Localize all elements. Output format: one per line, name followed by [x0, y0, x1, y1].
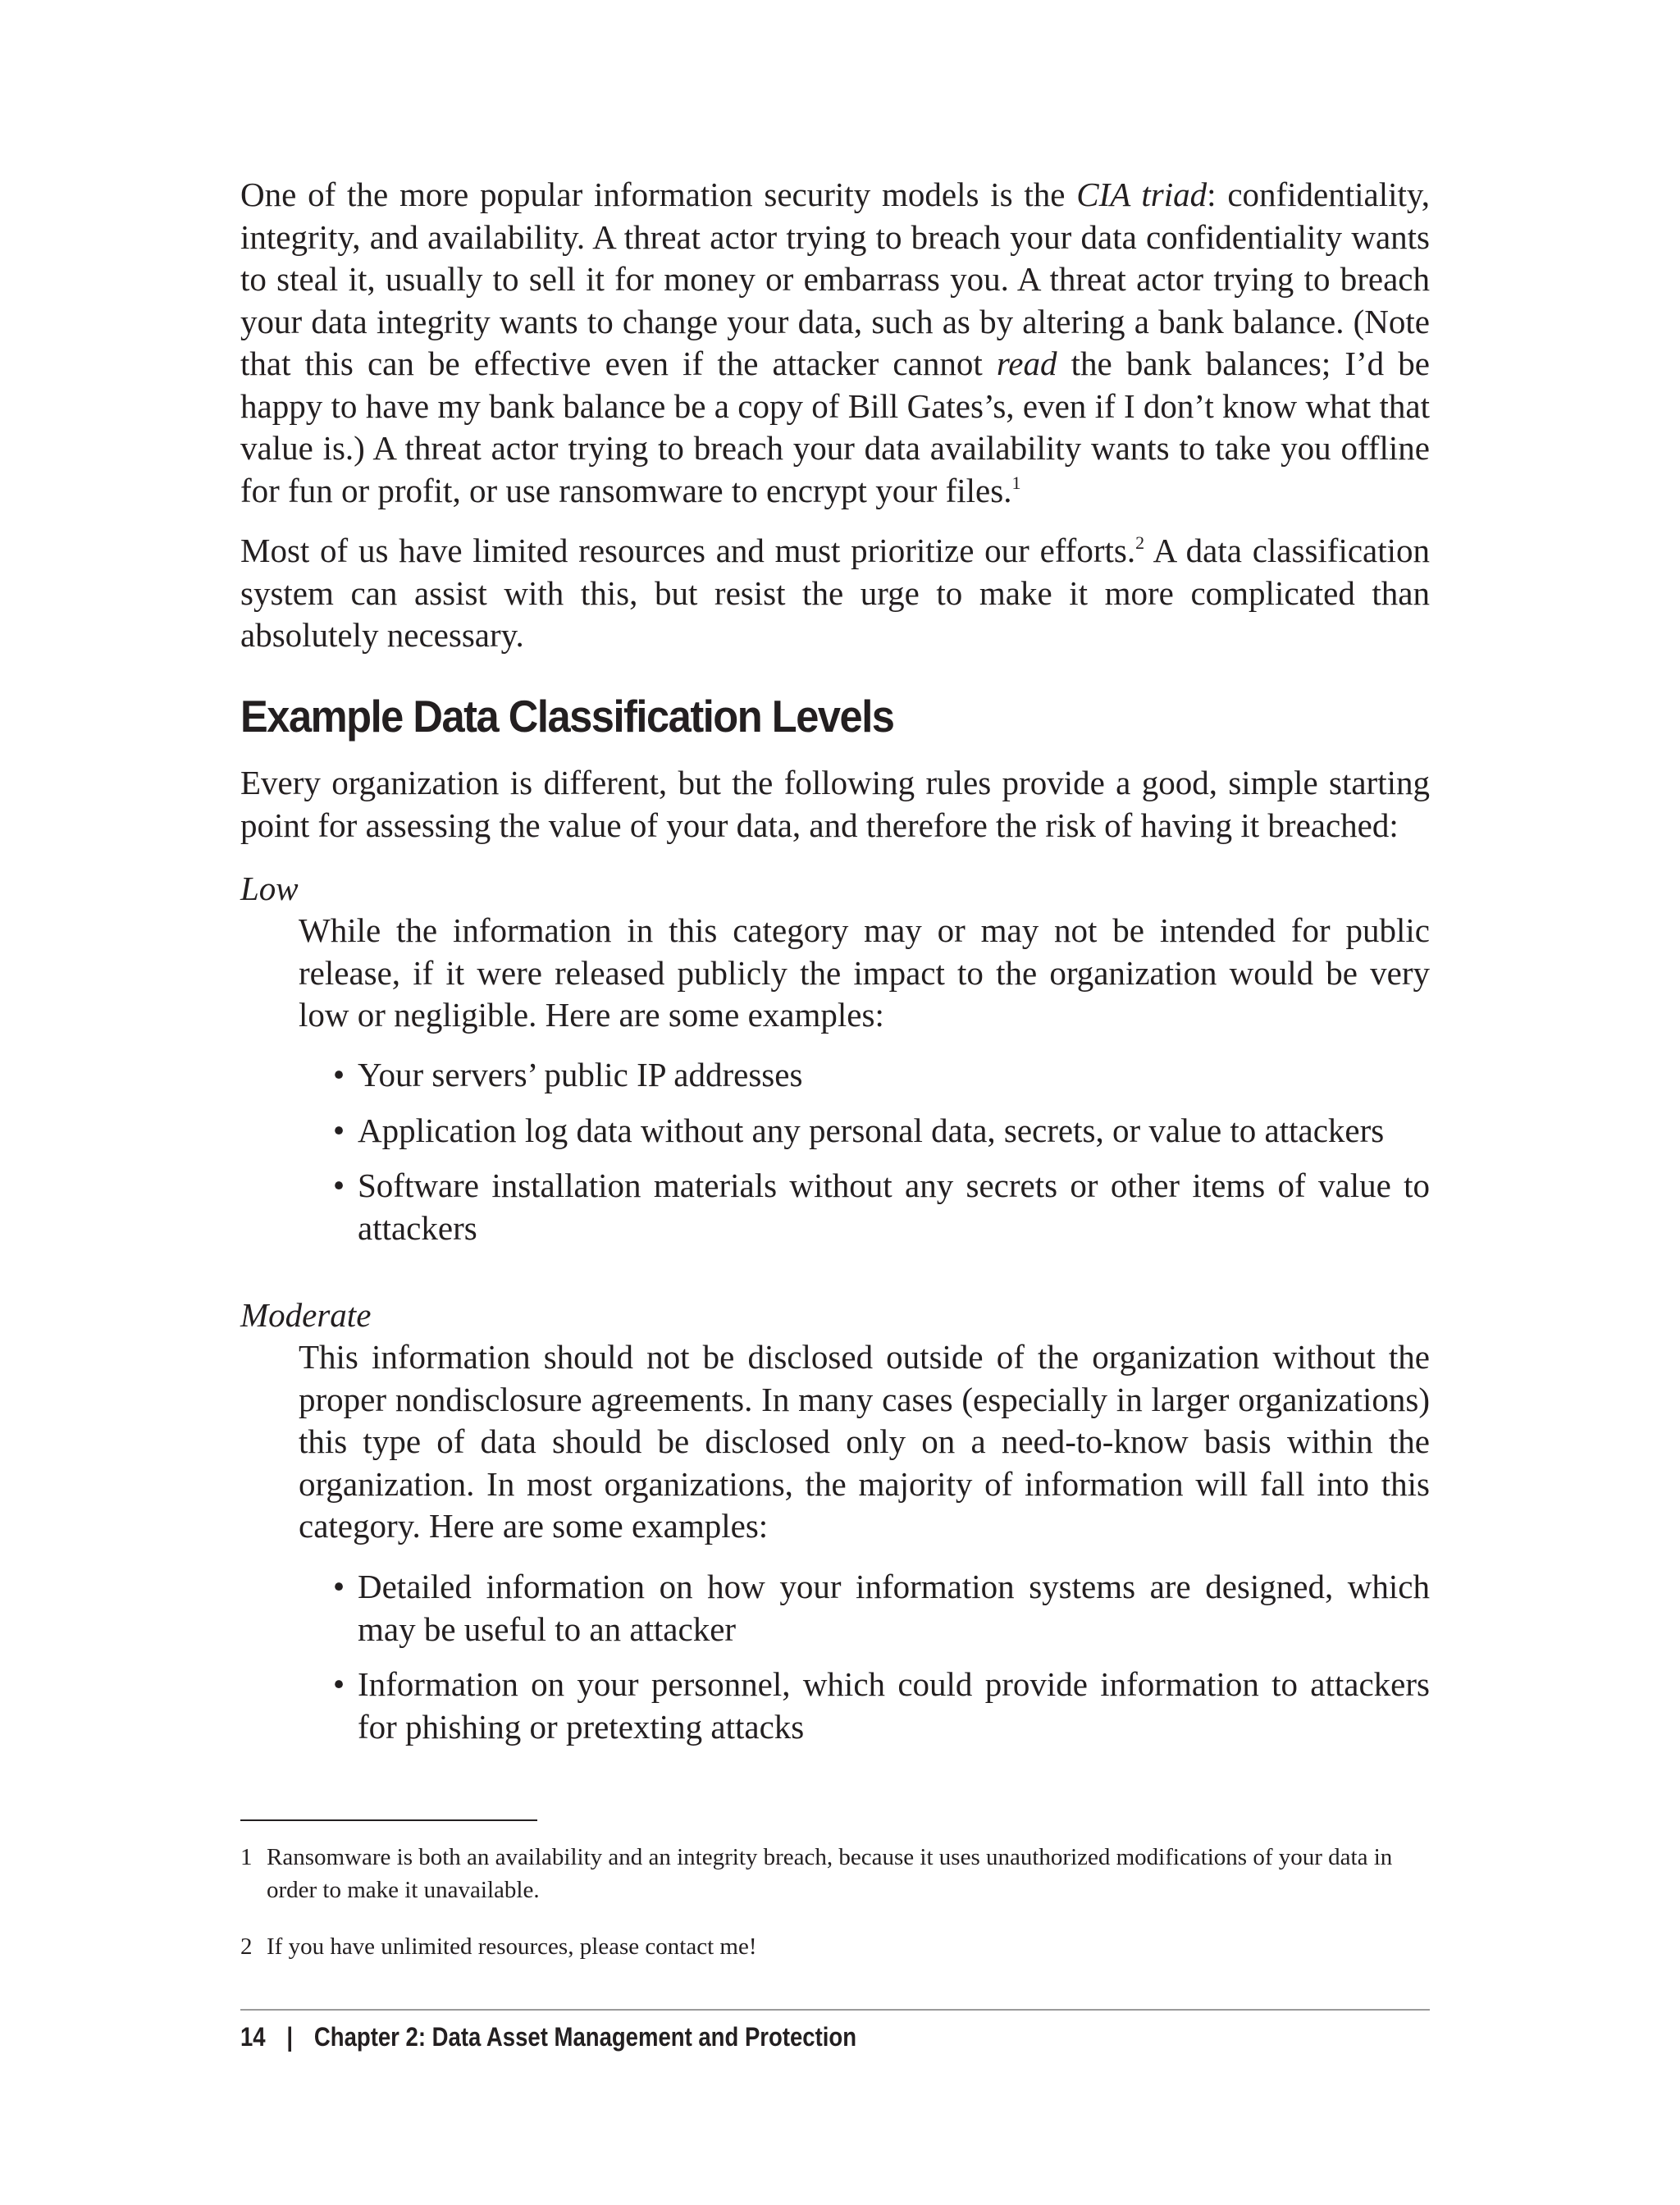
paragraph-text: One of the more popular information security models is the [240, 176, 1077, 213]
paragraph-text: the bank balances; I’d be happy to have my bank balance be a copy of Bill Gates’s, even if I don’t know what that value is.) A threat actor trying to breach your data availability wants to take you offline for fun or profit, or use ransomware to encrypt your files. [240, 345, 1430, 509]
paragraph-cia-triad [240, 174, 1430, 512]
example-list-low [332, 1054, 1430, 1262]
footnote-number: 2 [240, 1933, 253, 1960]
paragraph-intro: Every organization is different, but the following rules provide a good, simple starting point for assessing the value of your data, and therefore the risk of having it breached: [240, 764, 1430, 844]
list-item-text: Software installation materials without any secrets or other items of value to attackers [358, 1166, 1430, 1247]
footnote-reference[interactable]: 2 [1135, 532, 1145, 553]
level-term-moderate: Moderate [240, 1296, 372, 1334]
footnote-divider [240, 1819, 537, 1821]
bullet-icon: • [332, 1056, 345, 1093]
list-item-text: Information on your personnel, which could provide information to attackers for phishing or pretexting attacks [358, 1665, 1430, 1746]
list-item-text: Application log data without any personal data, secrets, or value to attackers [358, 1111, 1385, 1149]
page-number: 14 [240, 2022, 266, 2052]
bullet-icon: • [332, 1166, 345, 1204]
emphasis-word: read [996, 345, 1057, 382]
list-item [332, 1664, 1430, 1748]
paragraph-text: A data classification system can assist with this, but resist the urge to make it more complicated than absolutely necessary. [240, 532, 1431, 654]
footnote [240, 1930, 1430, 1963]
list-item [332, 1566, 1430, 1650]
list-item-text: Your servers’ public IP addresses [358, 1056, 803, 1093]
example-list-moderate [332, 1566, 1430, 1761]
list-item-text: Detailed information on how your information systems are designed, which may be useful to an attacker [358, 1568, 1430, 1648]
list-item [332, 1054, 1430, 1097]
paragraph-text: Most of us have limited resources and must prioritize our efforts. [240, 532, 1136, 569]
emphasis-term: CIA triad [1076, 176, 1208, 213]
level-term-low: Low [240, 870, 299, 907]
section-heading: Example Data Classification Levels [240, 691, 894, 742]
footer-separator: | [286, 2022, 294, 2052]
footnote-text: Ransomware is both an availability and an integrity breach, because it uses unauthorized modifications of your data in order to make it unavailable. [267, 1844, 1393, 1903]
bullet-icon: • [332, 1568, 345, 1605]
footer-divider [240, 2009, 1430, 2011]
footnote-number: 1 [240, 1844, 253, 1870]
level-description-low: While the information in this category may or may not be intended for public release, if it were released publicly the impact to the organization would be very low or negligible. Here are some examples: [299, 911, 1430, 1034]
level-description-moderate: This information should not be disclosed outside of the organization without the proper nondisclosure agreements. In many cases (especially in larger organizations) this type of data should be disclosed only on a need-to-know basis within the organization. In most organizations, the majority of information will fall into this category. Here are some examples: [299, 1338, 1430, 1545]
paragraph-text: : confidentiality, integrity, and availability. A threat actor trying to breach your data confidentiality wants to steal it, usually to sell it for money or embarrass you. A threat actor trying to breach your data integrity wants to change your data, such as by altering a bank balance. (Note that this can be effective even if the attacker cannot [240, 176, 1430, 382]
footnote [240, 1841, 1430, 1906]
bullet-icon: • [332, 1111, 345, 1149]
page-footer [240, 2018, 856, 2056]
bullet-icon: • [332, 1665, 345, 1703]
footnote-text: If you have unlimited resources, please contact me! [267, 1933, 757, 1960]
list-item [332, 1165, 1430, 1249]
chapter-title: Chapter 2: Data Asset Management and Protection [313, 2022, 857, 2052]
list-item [332, 1110, 1430, 1153]
footnote-reference[interactable]: 1 [1011, 472, 1021, 493]
paragraph-limited-resources [240, 530, 1430, 657]
